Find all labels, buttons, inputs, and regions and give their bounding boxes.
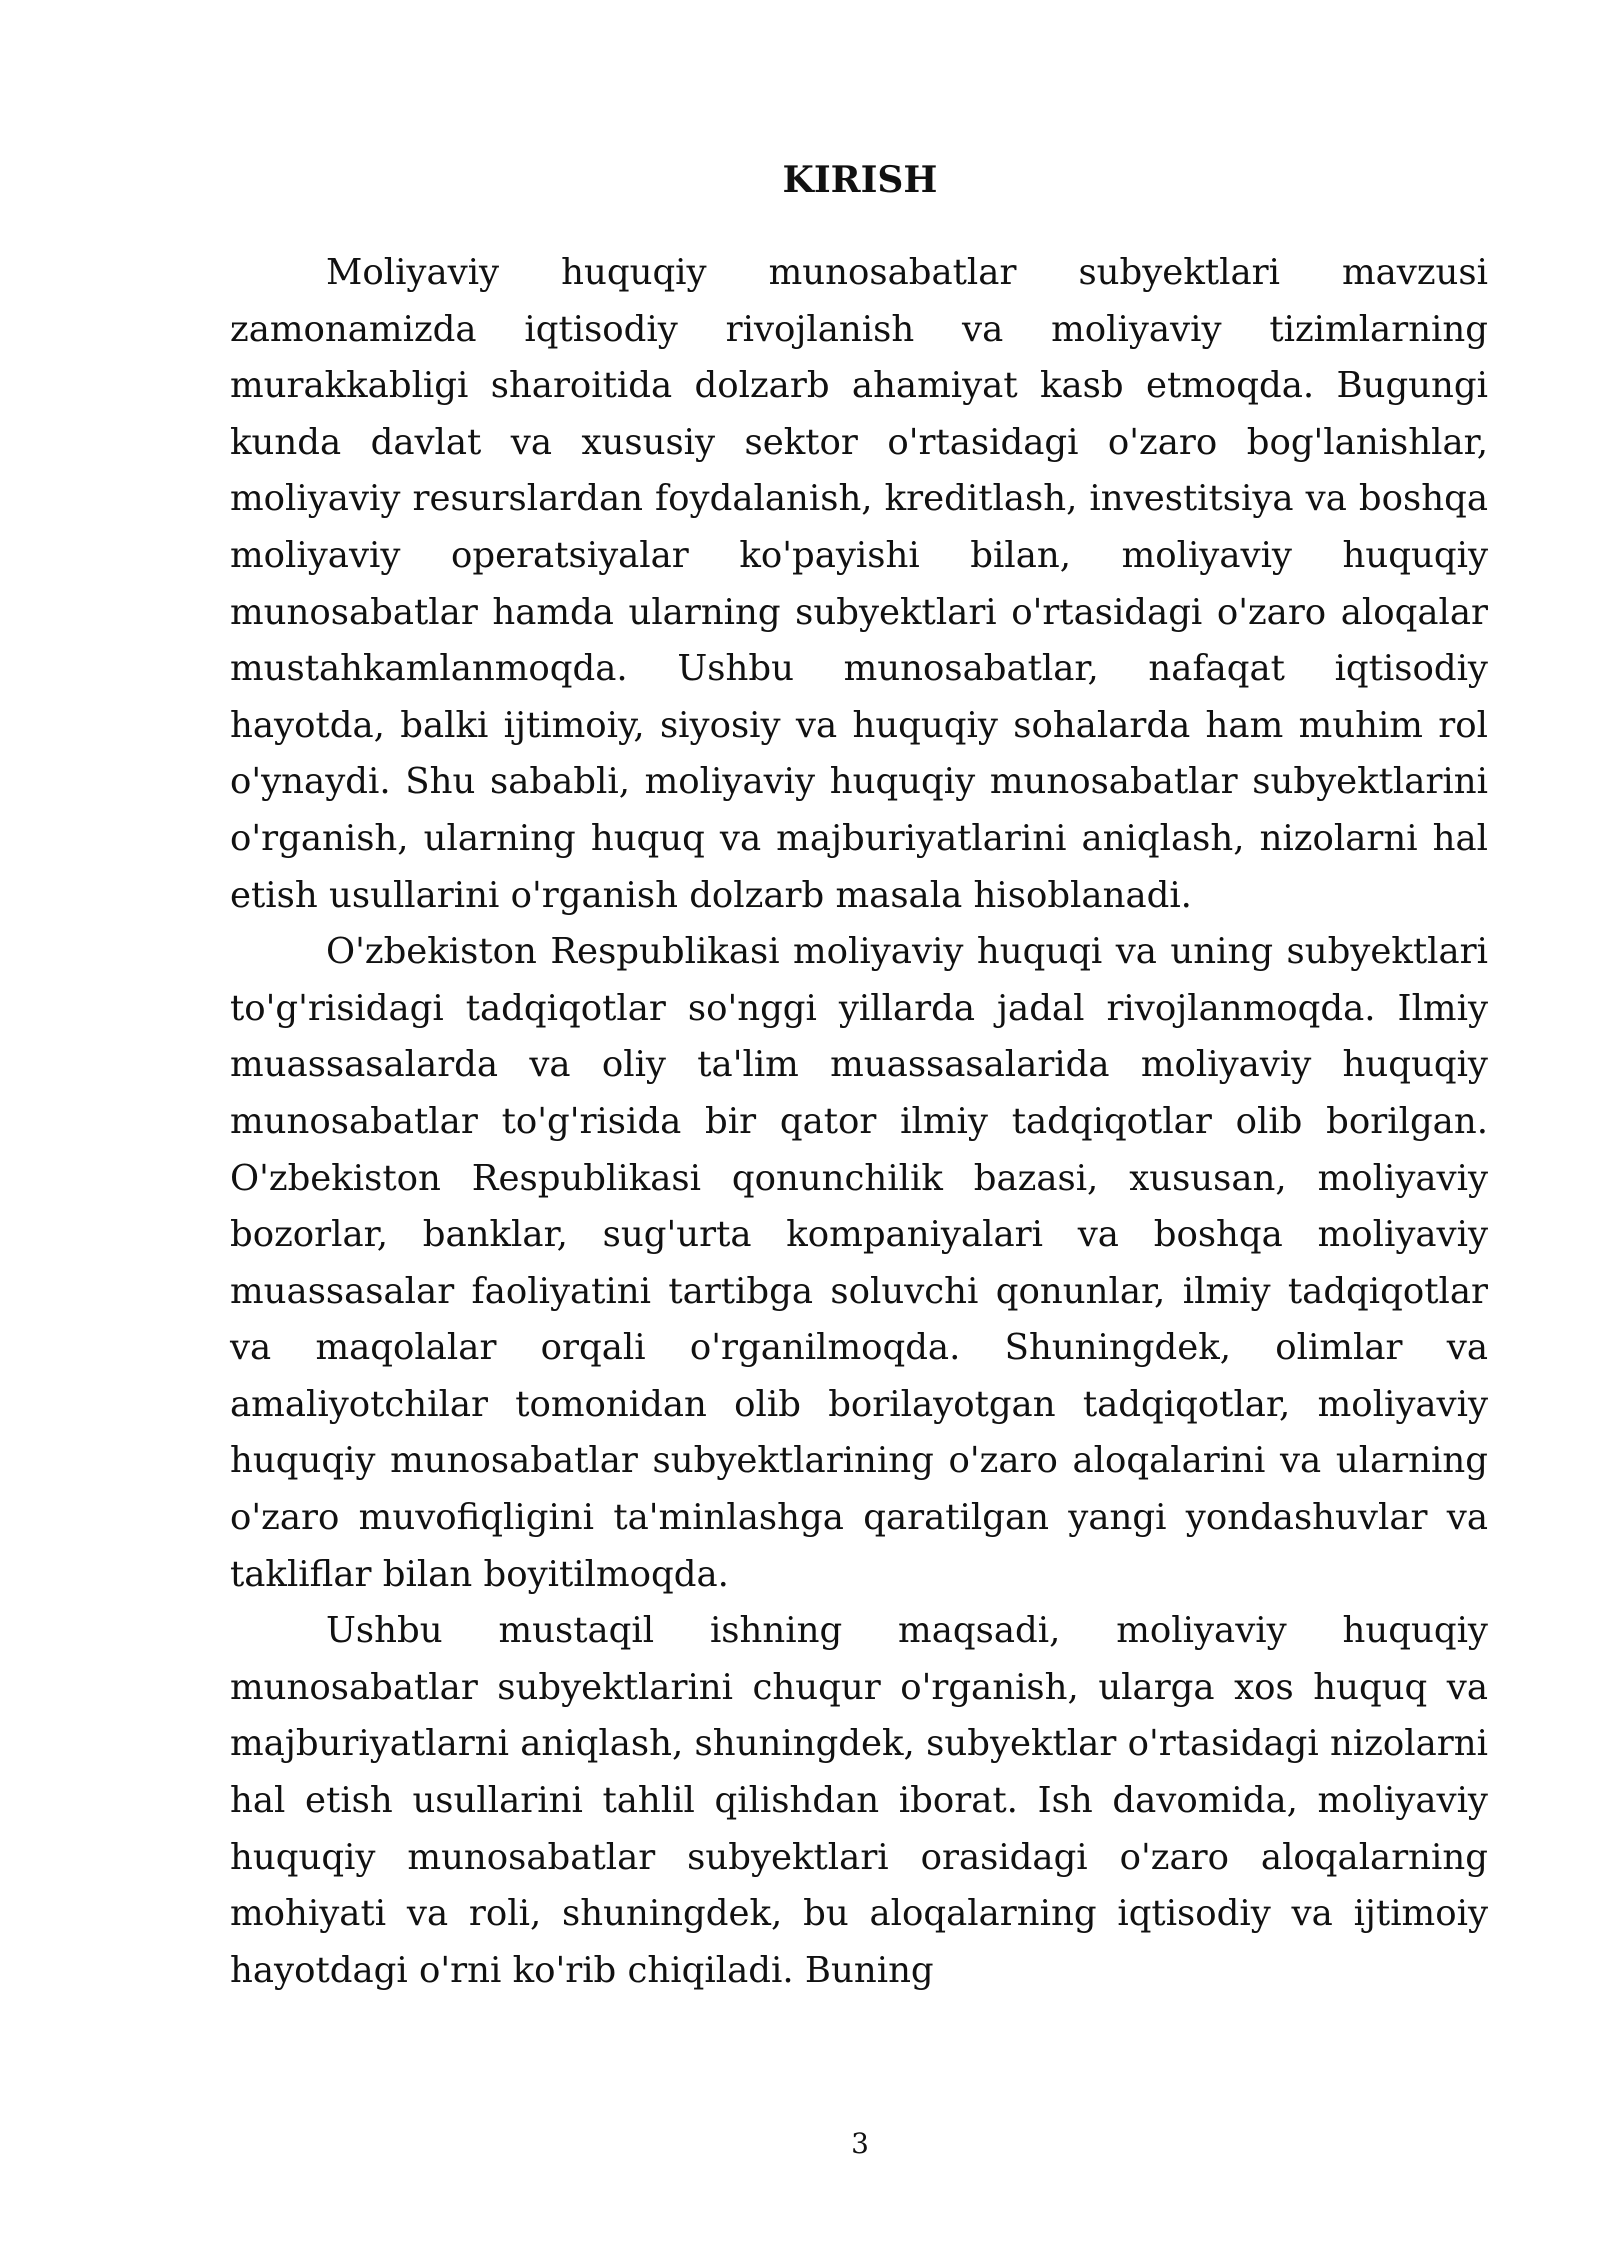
- page-number: 3: [851, 2127, 869, 2160]
- body-text: [230, 245, 1488, 1999]
- paragraph-3: Ushbu mustaqil ishning maqsadi, moliyaviy huquqiy munosabatlar subyektlarini chuqur o'rganish, ularga xos huquq va majburiyatlarni aniqlash, shuningdek, subyektlar o'rtasidagi nizolarni hal etish usullarini tahlil qilishdan iborat. Ish davomida, moliyaviy huquqiy munosabatlar subyektlari orasidagi o'zaro aloqalarning mohiyati va roli, shuningdek, bu aloqalarning iqtisodiy va ijtimoiy hayotdagi o'rni ko'rib chiqiladi. Buning: [230, 1610, 1488, 1991]
- paragraph-1: Moliyaviy huquqiy munosabatlar subyektlari mavzusi zamonamizda iqtisodiy rivojlanish va moliyaviy tizimlarning murakkabligi sharoitida dolzarb ahamiyat kasb etmoqda. Bugungi kunda davlat va xususiy sektor o'rtasidagi o'zaro bog'lanishlar, moliyaviy resurslardan foydalanish, kreditlash, investitsiya va boshqa moliyaviy operatsiyalar ko'payishi bilan, moliyaviy huquqiy munosabatlar hamda ularning subyektlari o'rtasidagi o'zaro aloqalar mustahkamlanmoqda. Ushbu munosabatlar, nafaqat iqtisodiy hayotda, balki ijtimoiy, siyosiy va huquqiy sohalarda ham muhim rol o'ynaydi. Shu sababli, moliyaviy huquqiy munosabatlar subyektlarini o'rganish, ularning huquq va majburiyatlarini aniqlash, nizolarni hal etish usullarini o'rganish dolzarb masala hisoblanadi.: [230, 252, 1488, 916]
- section-heading: KIRISH: [782, 159, 938, 201]
- paragraph-2: O'zbekiston Respublikasi moliyaviy huquqi va uning subyektlari to'g'risidagi tadqiqotlar so'nggi yillarda jadal rivojlanmoqda. Ilmiy muassasalarda va oliy ta'lim muassasalarida moliyaviy huquqiy munosabatlar to'g'risida bir qator ilmiy tadqiqotlar olib borilgan. O'zbekiston Respublikasi qonunchilik bazasi, xususan, moliyaviy bozorlar, banklar, sug'urta kompaniyalari va boshqa moliyaviy muassasalar faoliyatini tartibga soluvchi qonunlar, ilmiy tadqiqotlar va maqolalar orqali o'rganilmoqda. Shuningdek, olimlar va amaliyotchilar tomonidan olib borilayotgan tadqiqotlar, moliyaviy huquqiy munosabatlar subyektlarining o'zaro aloqalarini va ularning o'zaro muvofiqligini ta'minlashga qaratilgan yangi yondashuvlar va takliflar bilan boyitilmoqda.: [230, 931, 1488, 1595]
